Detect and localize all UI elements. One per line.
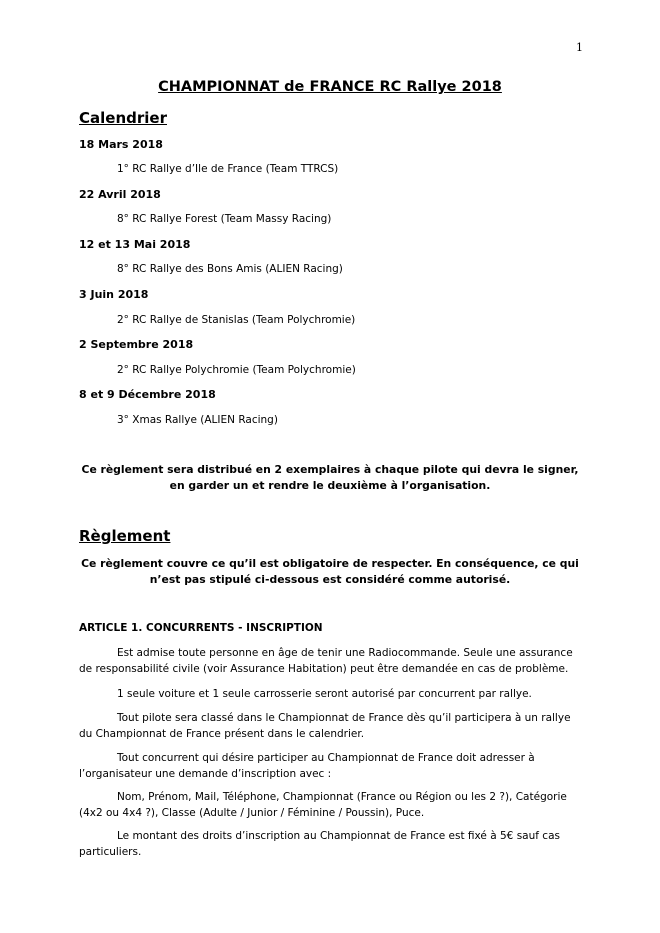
event-date: 18 Mars 2018 [79, 138, 163, 151]
event-name: 1° RC Rallye d’Ile de France (Team TTRCS) [117, 163, 339, 175]
article-paragraph: 1 seule voiture et 1 seule carrosserie seront autorisé par concurrent par rallye. [117, 688, 532, 700]
event-date: 8 et 9 Décembre 2018 [79, 388, 216, 401]
reglement-heading: Règlement [79, 527, 171, 545]
event-name: 2° RC Rallye Polychromie (Team Polychromie) [117, 364, 356, 376]
article-paragraph: Tout pilote sera classé dans le Championnat de France dès qu’il participera à un rallye du Championnat de France présent dans le calendrier. [79, 712, 571, 740]
event-name: 2° RC Rallye de Stanislas (Team Polychromie) [117, 314, 356, 326]
event-date: 12 et 13 Mai 2018 [79, 238, 191, 251]
event-date: 22 Avril 2018 [79, 188, 161, 201]
event-date: 3 Juin 2018 [79, 288, 149, 301]
article-1-heading: ARTICLE 1. CONCURRENTS - INSCRIPTION [79, 622, 323, 634]
distribution-notice: Ce règlement sera distribué en 2 exemplaires à chaque pilote qui devra le signer, en garder un et rendre le deuxième à l’organisation. [81, 463, 579, 492]
page-number: 1 [576, 41, 583, 54]
article-paragraph: Nom, Prénom, Mail, Téléphone, Championnat (France ou Région ou les 2 ?), Catégorie (4x2 ou 4x4 ?), Classe (Adulte / Junior / Féminine / Poussin), Puce. [79, 791, 567, 819]
event-name: 3° Xmas Rallye (ALIEN Racing) [117, 414, 278, 426]
article-paragraph: Le montant des droits d’inscription au Championnat de France est fixé à 5€ sauf cas particuliers. [79, 830, 560, 858]
reglement-intro: Ce règlement couvre ce qu’il est obligatoire de respecter. En conséquence, ce qui n’est pas stipulé ci-dessous est considéré comme autorisé. [81, 557, 579, 586]
calendrier-heading: Calendrier [79, 109, 167, 127]
event-name: 8° RC Rallye des Bons Amis (ALIEN Racing) [117, 263, 343, 275]
article-paragraph: Est admise toute personne en âge de tenir une Radiocommande. Seule une assurance de responsabilité civile (voir Assurance Habitation) peut être demandée en cas de problème. [79, 647, 573, 675]
document-title: CHAMPIONNAT de FRANCE RC Rallye 2018 [158, 79, 502, 95]
event-name: 8° RC Rallye Forest (Team Massy Racing) [117, 213, 332, 225]
article-paragraph: Tout concurrent qui désire participer au Championnat de France doit adresser à l’organisateur une demande d’inscription avec : [79, 752, 535, 780]
event-date: 2 Septembre 2018 [79, 338, 194, 351]
